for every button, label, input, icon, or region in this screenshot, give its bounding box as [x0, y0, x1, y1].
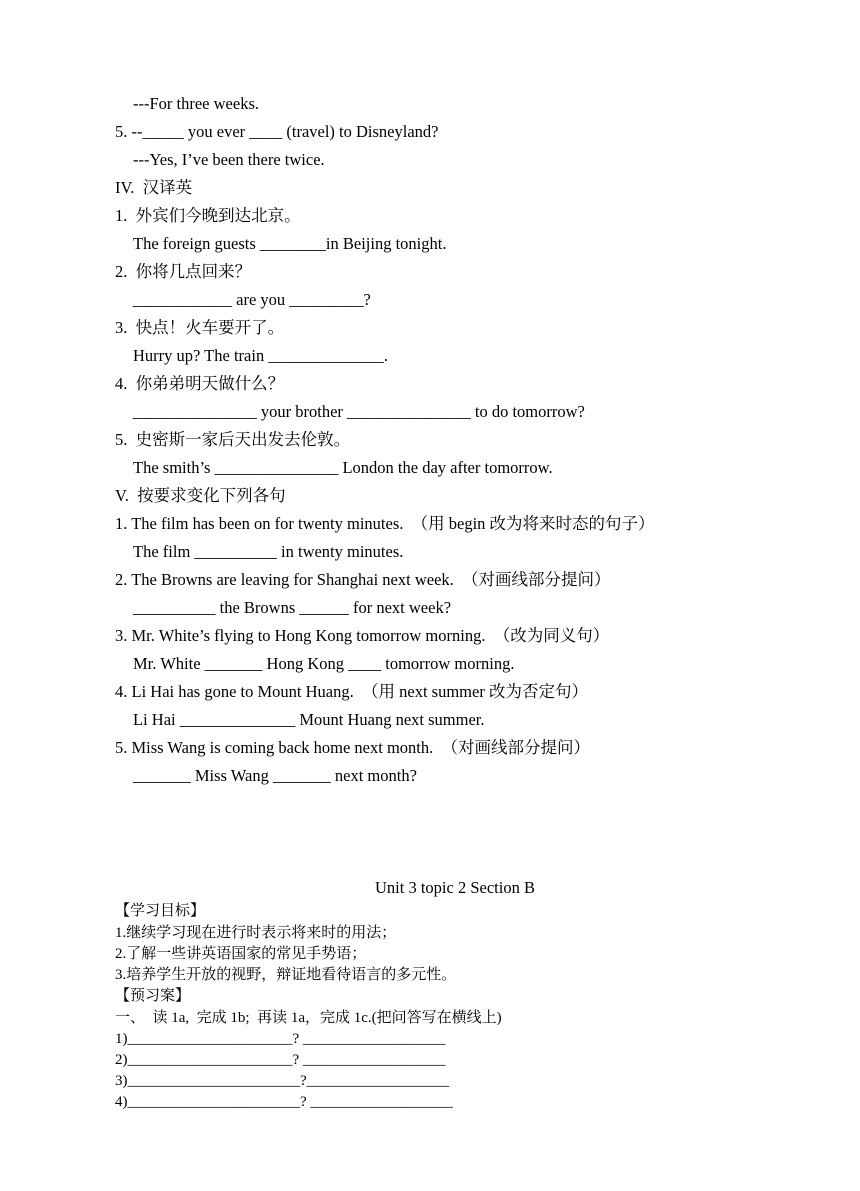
answer-line: _______ Miss Wang _______ next month? [133, 766, 417, 785]
answer-line: The film __________ in twenty minutes. [133, 542, 404, 561]
objective-line: 2.了解一些讲英语国家的常见手势语； [115, 946, 367, 962]
instruction-line: 一、 读 1a, 完成 1b; 再读 1a，完成 1c.(把问答写在横线上) [115, 1010, 502, 1026]
answer-line: ---Yes, I’ve been there twice. [133, 150, 325, 169]
answer-line: _______________ your brother _______________ to do tomorrow? [133, 402, 585, 421]
answer-line: __________ the Browns ______ for next week? [133, 598, 452, 617]
question-line: 5. Miss Wang is coming back home next month. （对画线部分提问） [115, 738, 591, 757]
question-line: 4. 你弟弟明天做什么？ [115, 374, 285, 393]
section-heading: IV. 汉译英 [115, 178, 193, 197]
blank-line: 2)______________________? ___________________ [115, 1052, 446, 1068]
question-line: 2. The Browns are leaving for Shanghai next week. （对画线部分提问） [115, 570, 611, 589]
answer-line: Li Hai ______________ Mount Huang next summer. [133, 710, 485, 729]
answer-line: Hurry up? The train ______________. [133, 346, 388, 365]
objective-line: 3.培养学生开放的视野，辩证地看待语言的多元性。 [115, 967, 457, 983]
section-heading: 【学习目标】 [115, 903, 206, 919]
blank-line: 4)_______________________? ___________________ [115, 1094, 453, 1110]
question-line: 1. The film has been on for twenty minutes. （用 begin 改为将来时态的句子） [115, 514, 655, 533]
answer-line: ____________ are you _________? [133, 290, 371, 309]
question-line: 5. --_____ you ever ____ (travel) to Disneyland? [115, 122, 439, 141]
question-line: 2. 你将几点回来？ [115, 262, 252, 281]
answer-line: Mr. White _______ Hong Kong ____ tomorrow morning. [133, 654, 515, 673]
section-heading: 【预习案】 [115, 988, 191, 1004]
question-line: 3. 快点！火车要开了。 [115, 318, 285, 337]
answer-line: The smith’s _______________ London the day after tomorrow. [133, 458, 553, 477]
question-line: 4. Li Hai has gone to Mount Huang. （用 next summer 改为否定句） [115, 682, 588, 701]
question-line: 1. 外宾们今晚到达北京。 [115, 206, 301, 225]
text-line: ---For three weeks. [133, 94, 259, 113]
question-line: 5. 史密斯一家后天出发去伦敦。 [115, 430, 351, 449]
blank-line: 1)______________________? ___________________ [115, 1031, 446, 1047]
blank-line: 3)_______________________?___________________ [115, 1073, 450, 1089]
objective-line: 1.继续学习现在进行时表示将来时的用法； [115, 925, 397, 941]
question-line: 3. Mr. White’s flying to Hong Kong tomorrow morning. （改为同义句） [115, 626, 610, 645]
section-heading: V. 按要求变化下列各句 [115, 486, 286, 505]
unit-title: Unit 3 topic 2 Section B [375, 878, 535, 897]
answer-line: The foreign guests ________in Beijing tonight. [133, 234, 447, 253]
